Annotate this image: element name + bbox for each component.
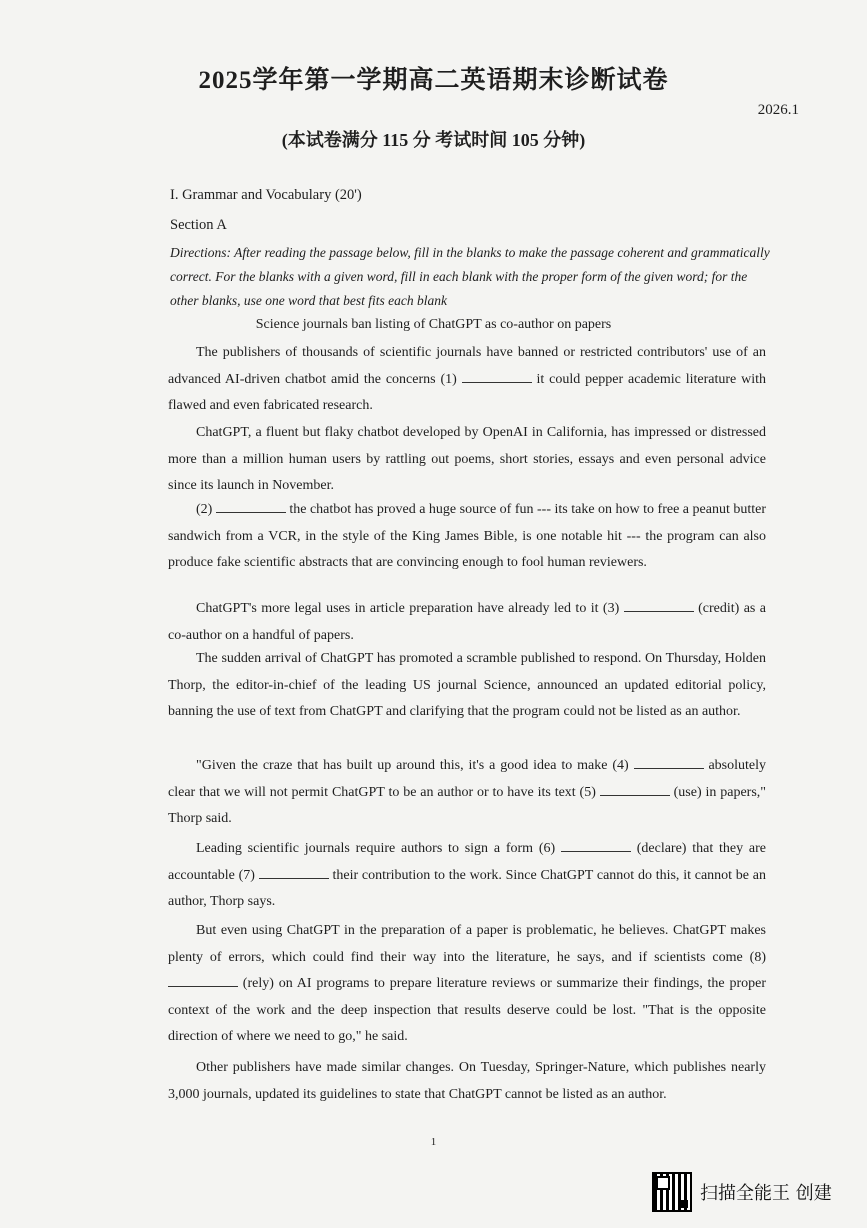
section-part: Section A: [170, 217, 227, 233]
section-heading: I. Grammar and Vocabulary (20'): [170, 187, 362, 203]
scanner-watermark: [652, 1172, 832, 1212]
paragraph-9: Other publishers have made similar changes. On Tuesday, Springer-Nature, which publishes nearly 3,000 journals, updated its guidelines to state that ChatGPT cannot be listed as an author.: [168, 1060, 766, 1102]
blank-8[interactable]: [168, 972, 238, 987]
page-title: 2025学年第一学期高二英语期末诊断试卷: [198, 67, 669, 94]
blank-4[interactable]: [634, 754, 704, 769]
qr-code-icon: [652, 1172, 692, 1212]
passage-title: Science journals ban listing of ChatGPT as co-author on papers: [255, 317, 612, 332]
paragraph-1: The publishers of thousands of scientific journals have banned or restricted contributors' use of an advanced AI-driven chatbot amid the concerns (1) it could pepper academic literature with flawed and even fabricated research.: [168, 345, 766, 413]
blank-3[interactable]: [624, 597, 694, 612]
blank-6[interactable]: [561, 837, 631, 852]
blank-2[interactable]: [216, 498, 286, 513]
blank-7[interactable]: [259, 864, 329, 879]
paragraph-8: But even using ChatGPT in the preparation of a paper is problematic, he believes. ChatGPT makes plenty of errors, which could find their way into the literature, he says, and if scientists come (8) (rely) on AI programs to prepare literature reviews or summarize their findings, the proper context of the work and the deep inspection that results deserve could be lost. "That is the opposite direction of where we need to go," he said.: [168, 923, 766, 1044]
directions-text: Directions: After reading the passage below, fill in the blanks to make the passage coherent and grammatically correct. For the blanks with a given word, fill in each blank with the proper form of the given word; for the other blanks, use one word that best fits each blank: [170, 245, 770, 308]
watermark-text: 扫描全能王 创建: [700, 1183, 832, 1204]
exam-subtitle: (本试卷满分 115 分 考试时间 105 分钟): [281, 130, 586, 150]
blank-1[interactable]: [462, 368, 532, 383]
paragraph-6: "Given the craze that has built up around this, it's a good idea to make (4) absolutely clear that we will not permit ChatGPT to be an author or to have its text (5) (use) in papers," Thorp said.: [168, 753, 766, 833]
paragraph-2: ChatGPT, a fluent but flaky chatbot developed by OpenAI in California, has impressed or distressed more than a million human users by rattling out poems, short stories, essays and even personal advice since its launch in November.: [168, 425, 766, 493]
exam-date: 2026.1: [757, 102, 799, 118]
paragraph-5: The sudden arrival of ChatGPT has promoted a scramble published to respond. On Thursday, Holden Thorp, the editor-in-chief of the leading US journal Science, announced an updated editorial policy, banning the use of text from ChatGPT and clarifying that the program could not be listed as an author.: [168, 651, 766, 719]
page-number: 1: [430, 1136, 437, 1148]
paragraph-7: Leading scientific journals require authors to sign a form (6) (declare) that they are accountable (7) their contribution to the work. Since ChatGPT cannot do this, it cannot be an author, Thorp says.: [168, 836, 766, 916]
paragraph-3: (2) the chatbot has proved a huge source of fun --- its take on how to free a peanut butter sandwich from a VCR, in the style of the King James Bible, is one notable hit --- the program can also produce fake scientific abstracts that are convincing enough to fool human reviewers.: [168, 497, 766, 577]
paragraph-4: ChatGPT's more legal uses in article preparation have already led to it (3) (credit) as a co-author on a handful of papers.: [168, 596, 766, 649]
blank-5[interactable]: [600, 781, 670, 796]
